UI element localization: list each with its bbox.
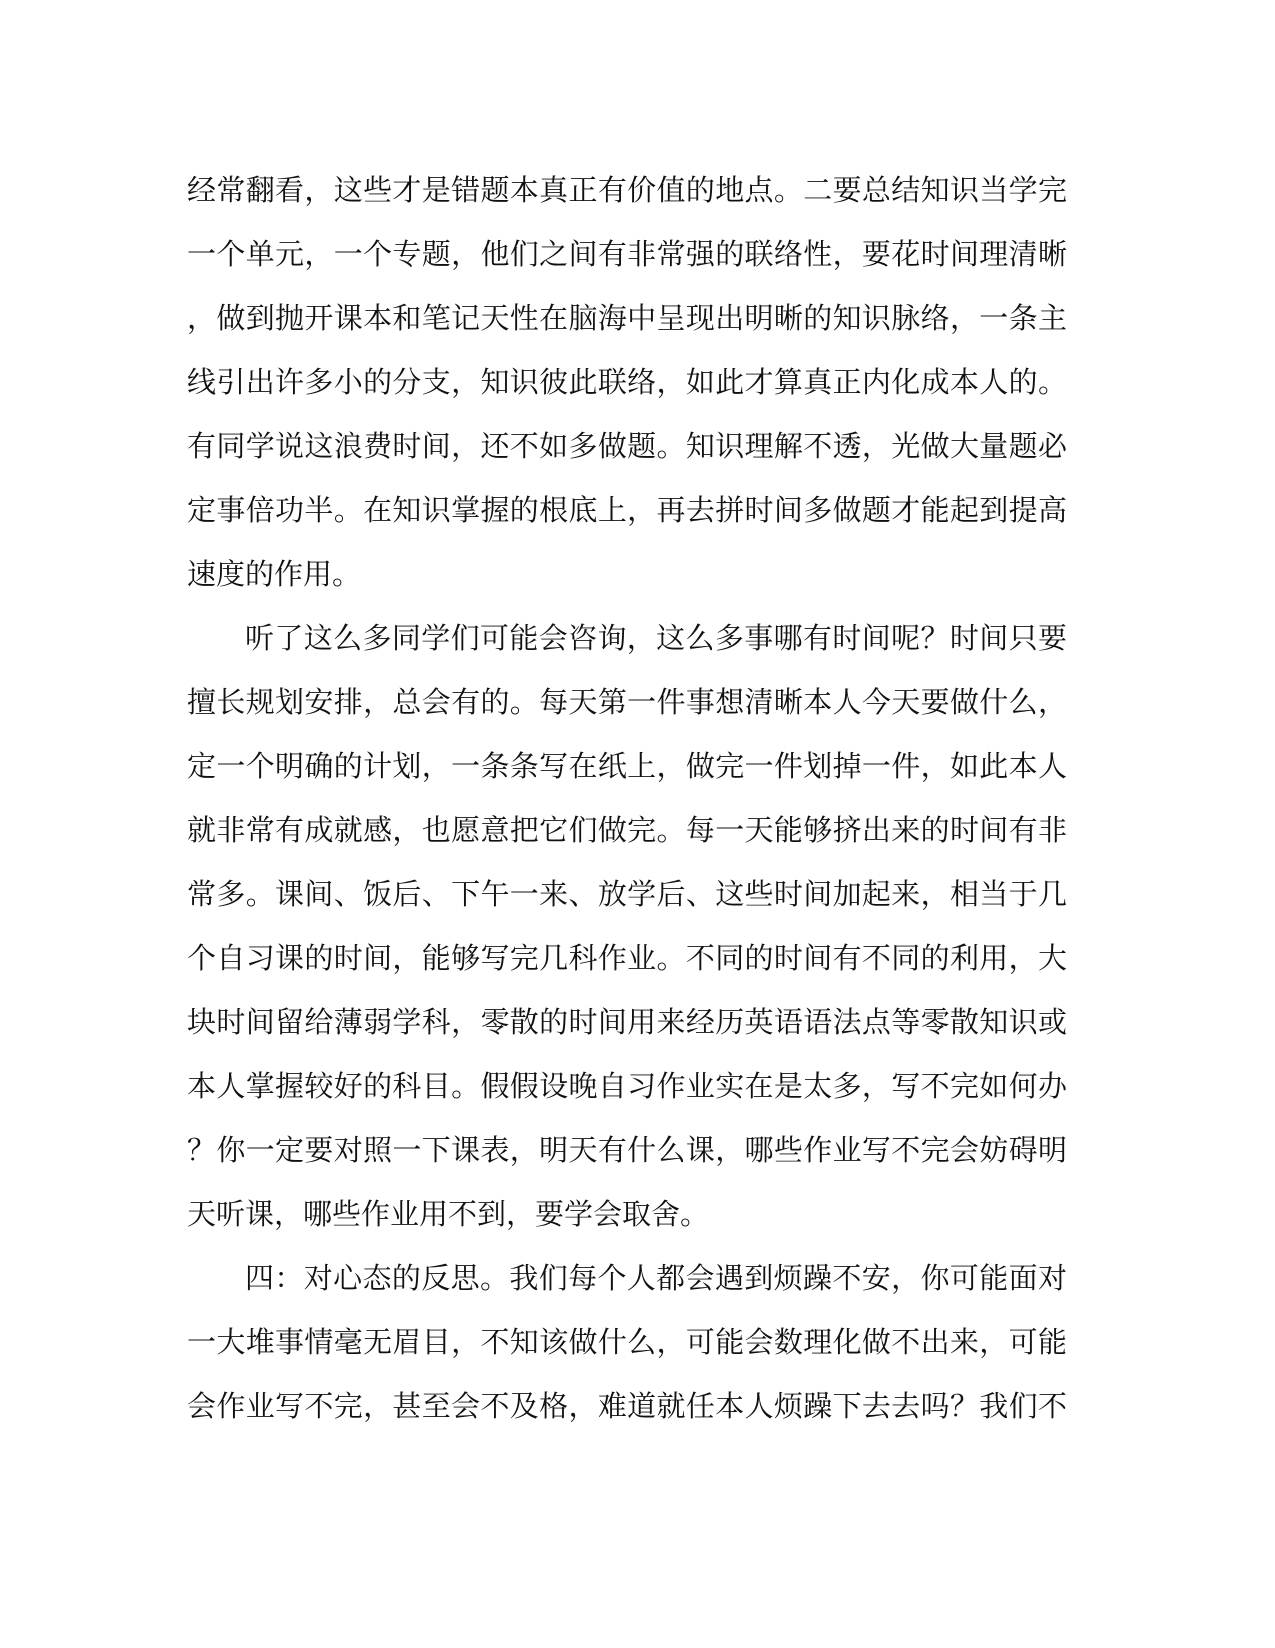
body-text xyxy=(187,158,1067,1438)
text-line: 有同学说这浪费时间，还不如多做题。知识理解不透，光做大量题必 xyxy=(187,429,1067,463)
text-line: ？你一定要对照一下课表，明天有什么课，哪些作业写不完会妨碍明 xyxy=(187,1133,1067,1167)
text-line: 四：对心态的反思。我们每个人都会遇到烦躁不安，你可能面对 xyxy=(245,1261,1067,1295)
text-line: 会作业写不完，甚至会不及格，难道就任本人烦躁下去去吗？我们不 xyxy=(187,1389,1067,1423)
text-line: 块时间留给薄弱学科，零散的时间用来经历英语语法点等零散知识或 xyxy=(187,1005,1067,1039)
text-line: 定事倍功半。在知识掌握的根底上，再去拼时间多做题才能起到提高 xyxy=(187,493,1067,527)
text-line: 速度的作用。 xyxy=(187,557,362,591)
text-line: 个自习课的时间，能够写完几科作业。不同的时间有不同的利用，大 xyxy=(187,941,1067,975)
text-line: 天听课，哪些作业用不到，要学会取舍。 xyxy=(187,1197,710,1231)
text-line: 一大堆事情毫无眉目，不知该做什么，可能会数理化做不出来，可能 xyxy=(187,1325,1067,1359)
text-line: 线引出许多小的分支，知识彼此联络，如此才算真正内化成本人的。 xyxy=(187,365,1067,399)
text-line: 听了这么多同学们可能会咨询，这么多事哪有时间呢？时间只要 xyxy=(245,621,1067,655)
text-line: 就非常有成就感，也愿意把它们做完。每一天能够挤出来的时间有非 xyxy=(187,813,1067,847)
text-line: 一个单元，一个专题，他们之间有非常强的联络性，要花时间理清晰 xyxy=(187,237,1067,271)
text-line: 本人掌握较好的科目。假假设晚自习作业实在是太多，写不完如何办 xyxy=(187,1069,1067,1103)
text-line: ，做到抛开课本和笔记天性在脑海中呈现出明晰的知识脉络，一条主 xyxy=(187,301,1067,335)
text-line: 定一个明确的计划，一条条写在纸上，做完一件划掉一件，如此本人 xyxy=(187,749,1067,783)
text-line: 擅长规划安排，总会有的。每天第一件事想清晰本人今天要做什么， xyxy=(187,685,1067,719)
text-line: 经常翻看，这些才是错题本真正有价值的地点。二要总结知识当学完 xyxy=(187,173,1067,207)
text-line: 常多。课间、饭后、下午一来、放学后、这些时间加起来，相当于几 xyxy=(187,877,1067,911)
